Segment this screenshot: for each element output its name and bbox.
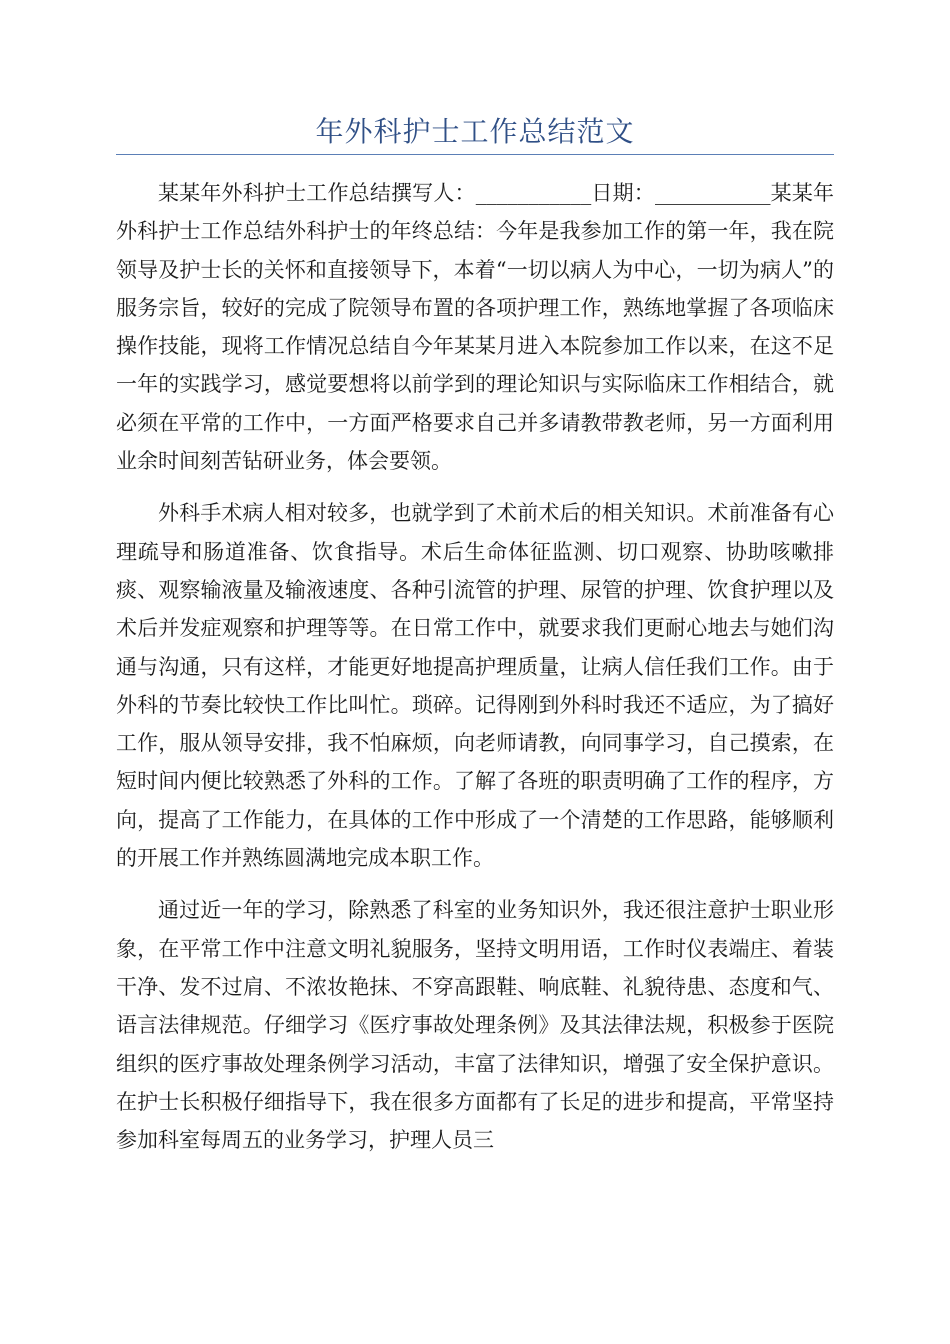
document-body (116, 174, 834, 1173)
paragraph-1: 某某年外科护士工作总结撰写人：___________日期：___________某某年外科护士工作总结外科护士的年终总结：今年是我参加工作的第一年，我在院领导及护士长的关怀和直接领导下，本着“一切以病人为中心，一切为病人”的服务宗旨，较好的完成了院领导布置的各项护理工作，熟练地掌握了各项临床操作技能，现将工作情况总结自今年某某月进入本院参加工作以来，在这不足一年的实践学习，感觉要想将以前学到的理论知识与实际临床工作相结合，就必须在平常的工作中，一方面严格要求自己并多请教带教老师，另一方面利用业余时间刻苦钻研业务，体会要领。 (116, 181, 834, 474)
paragraph-3: 通过近一年的学习，除熟悉了科室的业务知识外，我还很注意护士职业形象，在平常工作中注意文明礼貌服务，坚持文明用语，工作时仪表端庄、着装干净、发不过肩、不浓妆艳抹、不穿高跟鞋、响底鞋、礼貌待患、态度和气、语言法律规范。仔细学习《医疗事故处理条例》及其法律法规，积极参于医院组织的医疗事故处理条例学习活动，丰富了法律知识，增强了安全保护意识。在护士长积极仔细指导下，我在很多方面都有了长足的进步和提高，平常坚持参加科室每周五的业务学习，护理人员三 (116, 898, 834, 1153)
title-underline (116, 154, 834, 155)
paragraph-2: 外科手术病人相对较多，也就学到了术前术后的相关知识。术前准备有心理疏导和肠道准备、饮食指导。术后生命体征监测、切口观察、协助咳嗽排痰、观察输液量及输液速度、各种引流管的护理、尿管的护理、饮食护理以及术后并发症观察和护理等等。在日常工作中，就要求我们更耐心地去与她们沟通与沟通，只有这样，才能更好地提高护理质量，让病人信任我们工作。由于外科的节奏比较快工作比叫忙。琐碎。记得刚到外科时我还不适应，为了搞好工作，服从领导安排，我不怕麻烦，向老师请教，向同事学习，自己摸索，在短时间内便比较熟悉了外科的工作。了解了各班的职责明确了工作的程序，方向，提高了工作能力，在具体的工作中形成了一个清楚的工作思路，能够顺利的开展工作并熟练圆满地完成本职工作。 (116, 501, 834, 871)
document-title: 年外科护士工作总结范文 (315, 115, 635, 148)
